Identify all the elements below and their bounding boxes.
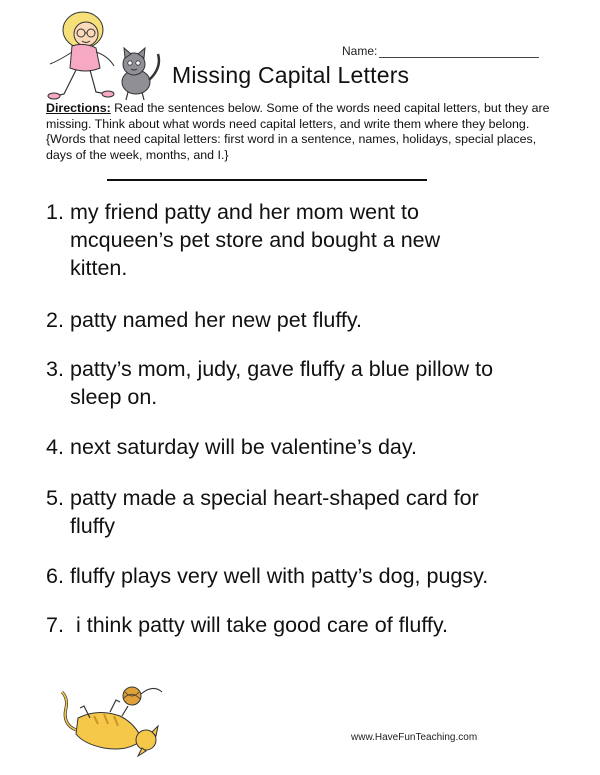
question-item-4 — [46, 433, 566, 461]
question-text: patty made a special heart-shaped card for fluffy — [70, 486, 479, 538]
question-text: i think patty will take good care of fluffy. — [70, 613, 449, 637]
directions-label: Directions: — [46, 101, 111, 115]
question-text: patty named her new pet fluffy. — [70, 308, 363, 332]
question-number: 6. — [46, 564, 64, 588]
question-number: 7. — [46, 613, 64, 637]
question-number: 4. — [46, 435, 64, 459]
name-field[interactable] — [342, 44, 539, 58]
question-number: 2. — [46, 308, 64, 332]
name-label: Name: — [342, 44, 378, 58]
question-number: 3. — [46, 357, 64, 381]
question-item-6 — [46, 562, 566, 590]
question-item-2 — [46, 306, 566, 334]
question-text: my friend patty and her mom went to mcqueen’s pet store and bought a new kitten. — [70, 200, 441, 280]
website-credit: www.HaveFunTeaching.com — [351, 732, 478, 743]
directions-text: Read the sentences below. Some of the words need capital letters, but they are missing. Think about what words need capital letters, and write them where they belong. {Words that need capital letters: first word in a sentence, names, holidays, special places, days of the week, months, and I.} — [46, 101, 550, 162]
divider-line — [107, 179, 427, 181]
question-item-3 — [46, 355, 566, 411]
question-item-7 — [46, 611, 566, 639]
question-number: 5. — [46, 486, 64, 510]
question-text: fluffy plays very well with patty’s dog, pugsy. — [70, 564, 489, 588]
cat-with-yarn-illustration-icon — [58, 678, 170, 760]
page-title: Missing Capital Letters — [172, 62, 410, 88]
question-number: 1. — [46, 200, 64, 224]
question-text: patty’s mom, judy, gave fluffy a blue pillow to sleep on. — [70, 357, 494, 409]
question-text: next saturday will be valentine’s day. — [70, 435, 417, 459]
question-list — [46, 198, 566, 639]
directions-paragraph — [46, 101, 556, 163]
girl-and-cat-illustration-icon — [36, 8, 176, 108]
question-item-5 — [46, 484, 566, 540]
question-item-1 — [46, 198, 566, 282]
name-blank-line[interactable] — [379, 46, 539, 58]
